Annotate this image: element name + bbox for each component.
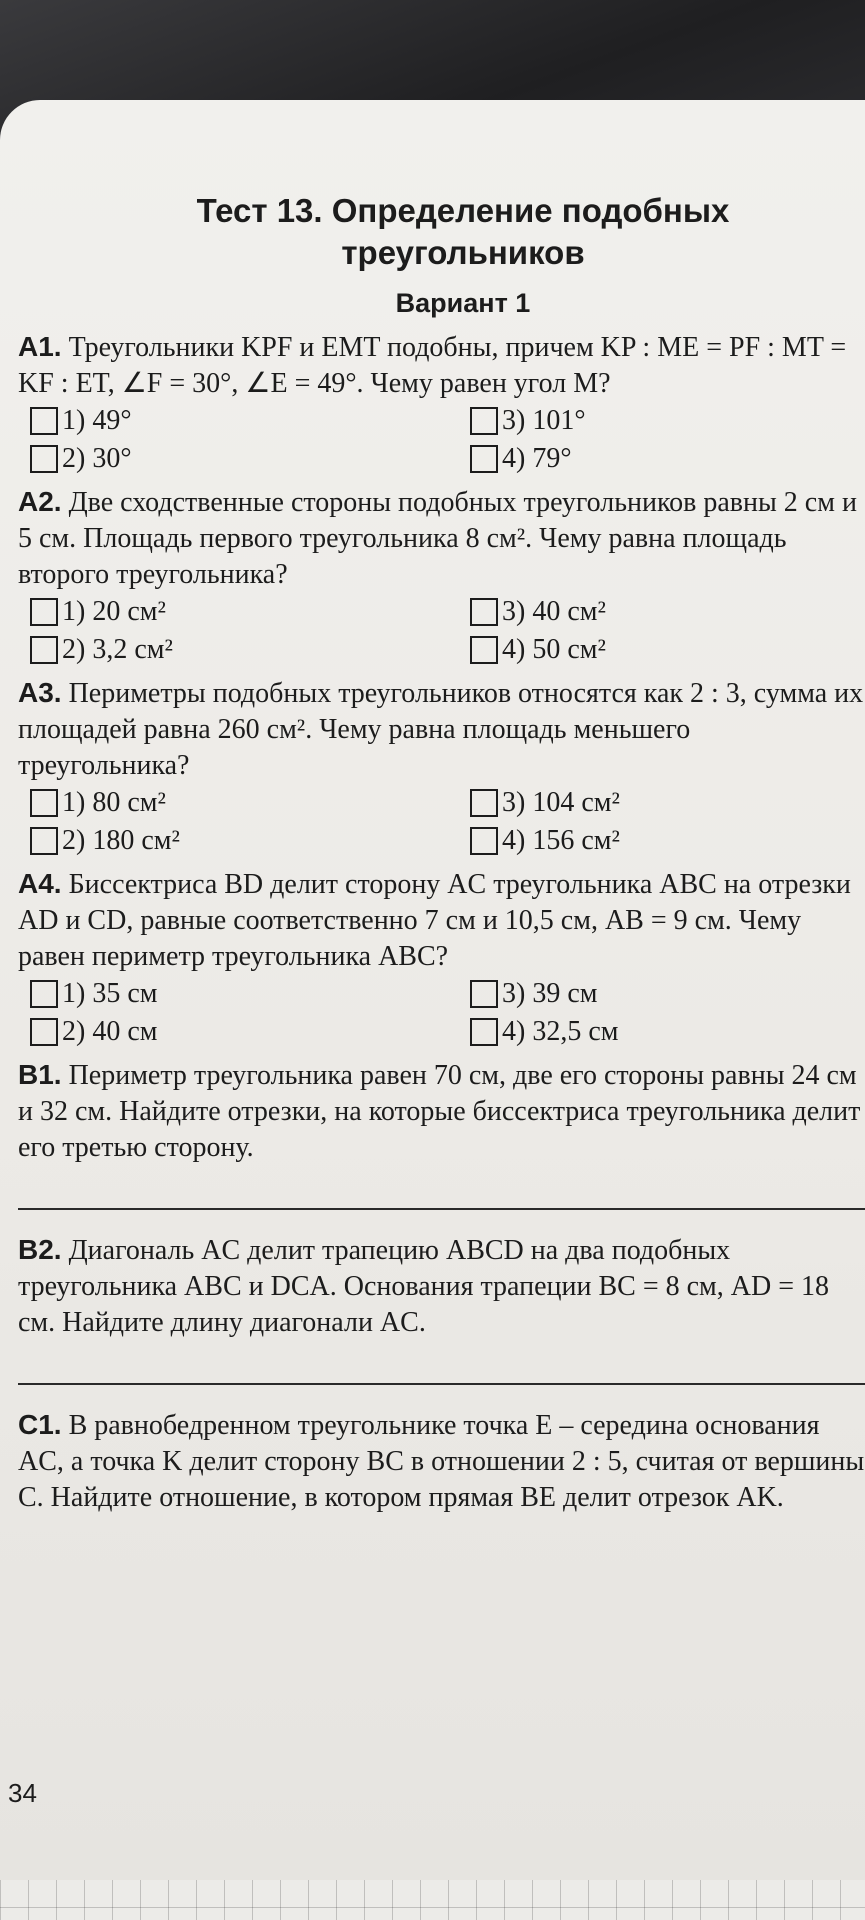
task-label: В1. (18, 1059, 62, 1090)
task-a1 (18, 329, 865, 402)
task-a2-options (18, 593, 865, 669)
option-label: 1) 35 см (62, 978, 158, 1009)
task-label: С1. (18, 1409, 62, 1440)
task-a4-options (18, 975, 865, 1051)
option-label: 4) 50 см² (502, 634, 606, 665)
page-number: 34 (8, 1778, 37, 1808)
option[interactable] (458, 440, 838, 478)
checkbox[interactable] (470, 827, 498, 855)
option[interactable] (18, 1013, 458, 1051)
task-a3 (18, 675, 865, 784)
option[interactable] (18, 593, 458, 631)
checkbox[interactable] (30, 636, 58, 664)
option-label: 4) 156 см² (502, 825, 620, 856)
checkbox[interactable] (470, 598, 498, 626)
checkbox[interactable] (30, 980, 58, 1008)
task-label: А1. (18, 331, 62, 362)
option-label: 3) 101° (502, 405, 586, 436)
task-text: Периметр треугольника равен 70 см, две его стороны равны 24 см и 32 см. Найдите отрезки, на которые биссектриса треугольника делит его третью сторону. (18, 1060, 861, 1163)
task-c1 (18, 1407, 865, 1516)
option[interactable] (18, 975, 458, 1013)
option[interactable] (18, 822, 458, 860)
option[interactable] (458, 1013, 838, 1051)
task-label: А2. (18, 486, 62, 517)
checkbox[interactable] (30, 407, 58, 435)
option-label: 2) 180 см² (62, 825, 180, 856)
task-a2 (18, 484, 865, 593)
answer-line[interactable] (18, 1208, 865, 1210)
title-line-1: Тест 13. Определение подобных (196, 192, 730, 229)
checkbox[interactable] (470, 789, 498, 817)
option[interactable] (18, 402, 458, 440)
page-content (18, 190, 865, 1516)
option[interactable] (18, 784, 458, 822)
checkbox[interactable] (30, 445, 58, 473)
checkbox[interactable] (470, 636, 498, 664)
checkbox[interactable] (30, 789, 58, 817)
option[interactable] (458, 402, 838, 440)
task-a1-options (18, 402, 865, 478)
checkbox[interactable] (470, 407, 498, 435)
answer-line[interactable] (18, 1383, 865, 1385)
title-line-2: треугольников (341, 234, 585, 271)
checkbox[interactable] (470, 445, 498, 473)
option-label: 3) 39 см (502, 978, 598, 1009)
task-text: Треугольники KPF и EMT подобны, причем KP : ME = PF : MT = KF : ET, ∠F = 30°, ∠E = 49°. Чему равен угол M? (18, 332, 847, 399)
task-text: Периметры подобных треугольников относятся как 2 : 3, сумма их площадей равна 260 см². Чему равна площадь меньшего треугольника? (18, 678, 864, 781)
task-text: В равнобедренном треугольнике точка E – середина основания AC, а точка K делит сторону BC в отношении 2 : 5, считая от вершины C. Найдите отношение, в котором прямая BE делит отрезок AK. (18, 1410, 865, 1513)
task-a3-options (18, 784, 865, 860)
option[interactable] (18, 440, 458, 478)
option-label: 1) 20 см² (62, 596, 166, 627)
checkbox[interactable] (30, 1018, 58, 1046)
task-text: Диагональ AC делит трапецию ABCD на два подобных треугольника ABC и DCA. Основания трапеции BC = 8 см, AD = 18 см. Найдите длину диагонали AC. (18, 1235, 830, 1338)
task-label: В2. (18, 1234, 62, 1265)
variant-heading: Вариант 1 (395, 288, 531, 318)
option[interactable] (458, 593, 838, 631)
test-title (58, 190, 865, 274)
option-label: 4) 79° (502, 443, 572, 474)
option[interactable] (458, 784, 838, 822)
checkbox[interactable] (470, 980, 498, 1008)
task-text: Биссектриса BD делит сторону AC треугольника ABC на отрезки AD и CD, равные соответственно 7 см и 10,5 см, AB = 9 см. Чему равен периметр треугольника ABC? (18, 869, 851, 972)
task-label: А4. (18, 868, 62, 899)
option-label: 2) 30° (62, 443, 132, 474)
task-text: Две сходственные стороны подобных треугольников равны 2 см и 5 см. Площадь первого треугольника 8 см². Чему равна площадь второго треугольника? (18, 487, 857, 590)
option-label: 4) 32,5 см (502, 1016, 619, 1047)
checkbox[interactable] (30, 827, 58, 855)
task-a4 (18, 866, 865, 975)
option[interactable] (458, 822, 838, 860)
option[interactable] (18, 631, 458, 669)
task-b1 (18, 1057, 865, 1166)
task-label: А3. (18, 677, 62, 708)
option-label: 1) 80 см² (62, 787, 166, 818)
option[interactable] (458, 631, 838, 669)
checkbox[interactable] (30, 598, 58, 626)
option-label: 2) 40 см (62, 1016, 158, 1047)
option-label: 1) 49° (62, 405, 132, 436)
checkbox[interactable] (470, 1018, 498, 1046)
task-b2 (18, 1232, 865, 1341)
option[interactable] (458, 975, 838, 1013)
option-label: 3) 40 см² (502, 596, 606, 627)
option-label: 3) 104 см² (502, 787, 620, 818)
grid-paper (0, 1880, 865, 1920)
option-label: 2) 3,2 см² (62, 634, 173, 665)
